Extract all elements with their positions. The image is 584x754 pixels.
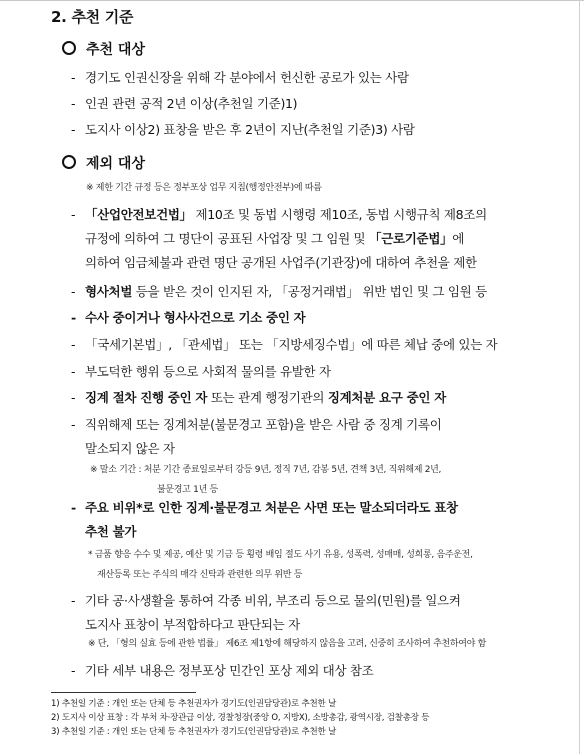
recommend-item-text: 인권 관련 공적 2년 이상(추천일 기준)1) (85, 96, 298, 111)
dash-bullet: - (71, 207, 76, 222)
section-title: 추천 기준 (71, 8, 134, 26)
item-continuation: 의하여 임금체불과 관련 명단 공개된 사업주(기관장)에 대하여 추천을 제한 (85, 255, 477, 270)
section-number: 2. (51, 8, 67, 26)
note-line: 재산등록 또는 주식의 매각 신탁과 관련한 의무 위반 등 (97, 570, 303, 580)
item-text: 규정에 의하여 그 명단이 공표된 사업장 및 그 임원 및 (85, 231, 370, 246)
page-top-edge (0, 0, 584, 1)
recommend-item (71, 66, 541, 90)
law-name: 「산업안전보건법」 (85, 207, 192, 222)
item-text: 제10조 및 동법 시행령 제10조, 동법 시행규칙 제8조의 (191, 207, 487, 222)
item-text: 수사 중이거나 형사사건으로 기소 중인 자 (85, 310, 306, 325)
footnote-2: 2) 도지사 이상 표창 : 각 부처 차·장관급 이상, 경찰청장(중앙 O, 지방X), 소방총감, 광역시장, 검찰총장 등 (51, 713, 430, 723)
exclude-item-4 (71, 333, 541, 357)
item-text: 기타 공·사생활을 통하여 각종 비위, 부조리 등으로 물의(민원)를 일으켜 (85, 593, 461, 608)
dash-bullet: - (71, 417, 76, 432)
recommend-item-text: 경기도 인권신장을 위해 각 분야에서 헌신한 공로가 있는 사람 (85, 70, 409, 85)
recommend-item-text: 도지사 이상2) 표창을 받은 후 2년이 지난(추천일 기준)3) 사람 (85, 122, 415, 137)
exclude-item-9 (71, 589, 541, 637)
dash-bullet: - (71, 70, 76, 85)
exclude-item-10 (71, 659, 541, 683)
dash-bullet: - (71, 337, 76, 352)
exclude-item-8 (71, 496, 541, 544)
footnote-1: 1) 추천일 기준 : 개인 또는 단체 등 추천권자가 경기도(인권담당관)로 추천한 날 (51, 699, 337, 709)
exclude-item-7 (71, 413, 541, 461)
note-line: ※ 말소 기간 : 처분 기간 종료일로부터 강등 9년, 정직 7년, 감봉 5년, 견책 3년, 직위해제 2년, (90, 465, 442, 475)
item-text: 또는 관계 행정기관의 (207, 390, 328, 405)
page-right-edge (579, 0, 580, 754)
emphasis-text: 형사처벌 (85, 284, 133, 299)
recommend-item (71, 118, 541, 142)
item-text: 기타 세부 내용은 정부포상 민간인 포상 제외 대상 참조 (85, 663, 374, 678)
item-continuation: 말소되지 않은 자 (85, 441, 175, 456)
item-text: 에 (452, 231, 465, 246)
dash-bullet: - (71, 96, 76, 111)
dash-bullet: - (71, 593, 76, 608)
dash-bullet: - (71, 284, 76, 299)
exclude-note-8 (88, 545, 473, 585)
exclude-heading (62, 153, 145, 173)
dash-bullet: - (71, 122, 76, 137)
dash-bullet: - (71, 310, 76, 325)
law-name: 「근로기준법」 (369, 231, 453, 246)
item-continuation: 도지사 표창이 부적합하다고 판단되는 자 (85, 617, 300, 632)
exclude-item-3 (71, 306, 541, 330)
circle-bullet-icon (62, 41, 76, 55)
dash-bullet: - (71, 663, 76, 678)
circle-bullet-icon (62, 155, 76, 169)
item-text: 등을 받은 것이 인지된 자, 「공정거래법」 위반 법인 및 그 임원 등 (132, 284, 487, 299)
item-text: 주요 비위*로 인한 징계·불문경고 처분은 사면 또는 말소되더라도 표창 (85, 500, 458, 515)
section-heading (51, 6, 133, 27)
dash-bullet: - (71, 500, 76, 515)
emphasis-text: 징계 절차 진행 중인 자 (85, 390, 208, 405)
note-line: * 금품 향응 수수 및 제공, 예산 및 기금 등 횡령 배임 절도 사기 유용, 성폭력, 성매매, 성희롱, 음주운전, (88, 550, 473, 560)
item-text: 「국세기본법」, 「관세법」 또는 「지방세징수법」에 따른 체납 중에 있는 자 (85, 337, 498, 352)
recommend-heading-text: 추천 대상 (86, 42, 145, 58)
exclude-item-6 (71, 386, 541, 410)
footnote-3: 3) 추천일 기준 : 개인 또는 단체 등 추천권자가 경기도(인권담당관)로 추천한 날 (51, 727, 337, 737)
exclude-heading-text: 제외 대상 (86, 156, 145, 172)
recommend-item (71, 92, 541, 116)
dash-bullet: - (71, 390, 76, 405)
item-text: 직위해제 또는 징계처분(불문경고 포함)을 받은 사람 중 징계 기록이 (85, 417, 442, 432)
dash-bullet: - (71, 364, 76, 379)
item-continuation (71, 227, 541, 251)
exclude-note: ※ 제한 기간 규정 등은 정부포상 업무 지침(행정안전부)에 따름 (86, 183, 322, 193)
exclude-item-1 (71, 203, 541, 275)
item-continuation: 추천 불가 (85, 524, 137, 539)
footnote-divider (51, 692, 196, 693)
exclude-note-9: ※ 단, 「형의 실효 등에 관한 법률」 제6조 제1항에 해당하지 않음을 고려, 신중히 조사하여 추천하여야 함 (88, 639, 487, 649)
emphasis-text: 징계처분 요구 중인 자 (327, 390, 446, 405)
note-line: 불문경고 1년 등 (157, 485, 218, 495)
recommend-heading (62, 39, 145, 59)
exclude-item-5 (71, 360, 541, 384)
exclude-note-7 (90, 460, 441, 500)
item-text: 부도덕한 행위 등으로 사회적 물의를 유발한 자 (85, 364, 331, 379)
exclude-item-2 (71, 280, 541, 304)
